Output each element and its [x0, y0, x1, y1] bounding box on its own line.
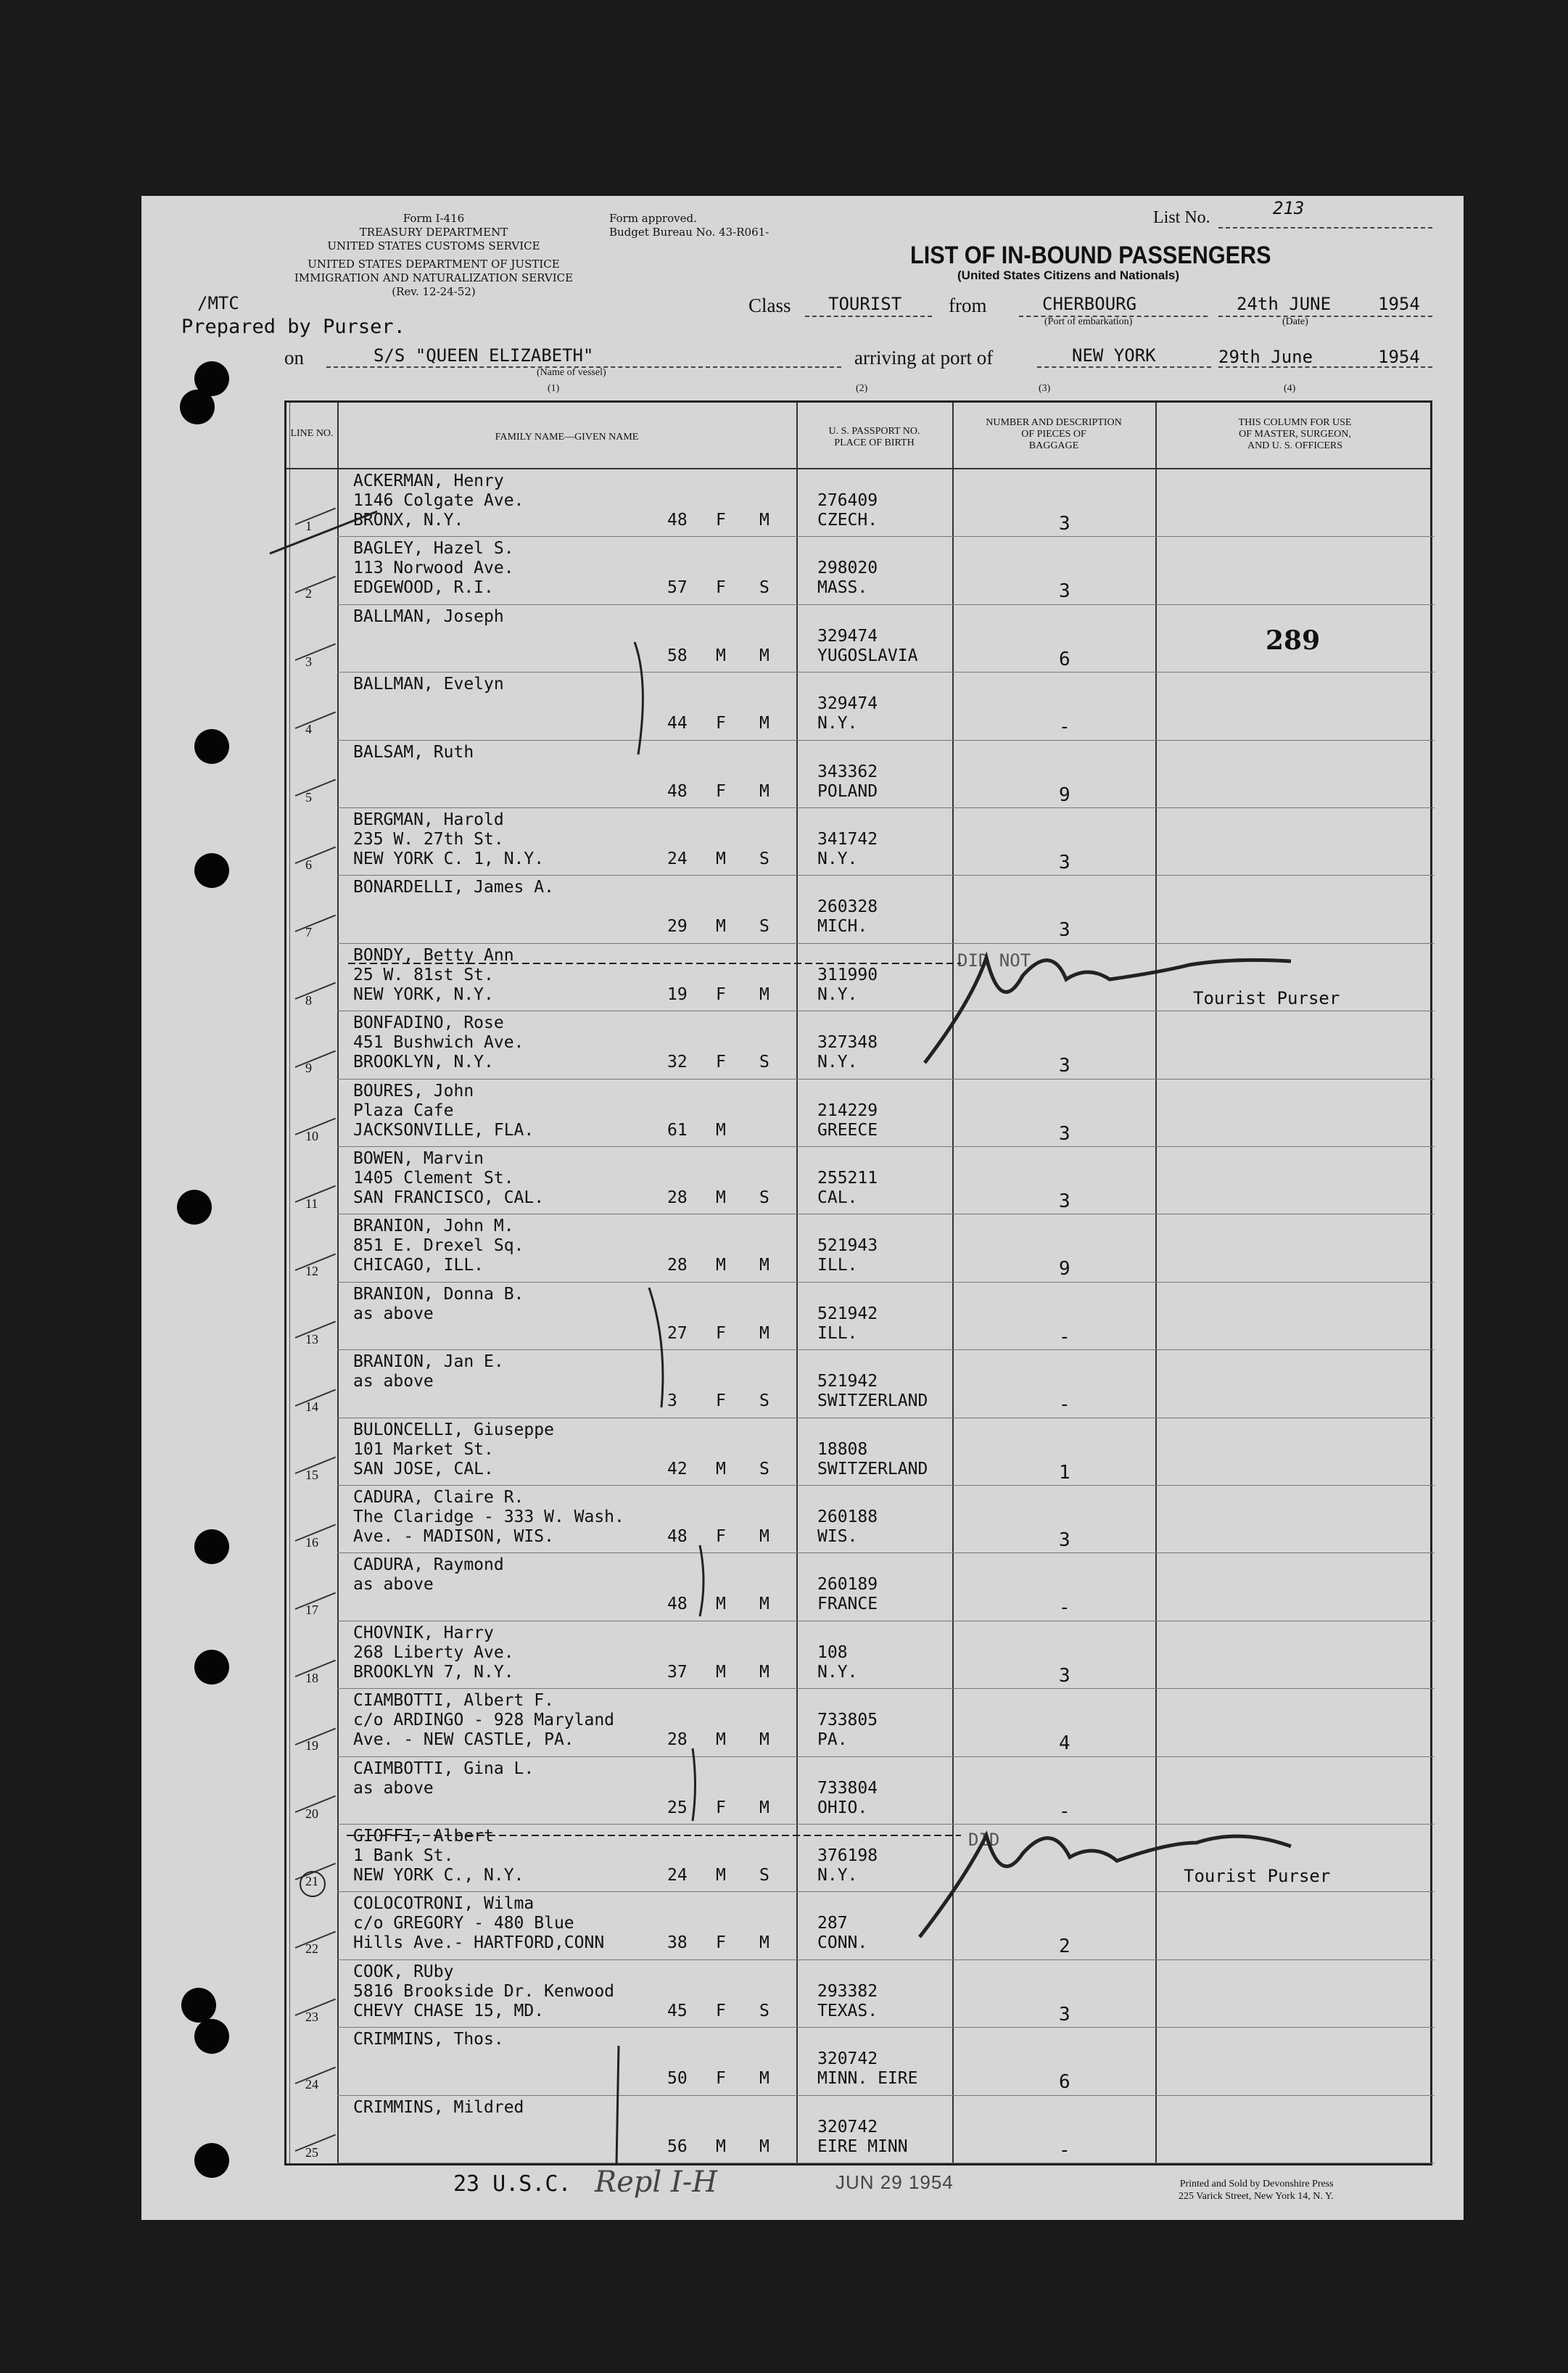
baggage-count: 3: [1059, 1529, 1070, 1551]
family-bracket: [700, 1545, 703, 1616]
place-of-birth: TEXAS.: [817, 2001, 878, 2020]
address-line-2: CHEVY CHASE 15, MD.: [353, 2001, 545, 2020]
sex: M: [716, 1120, 726, 1140]
list-no-label: List No.: [1153, 208, 1210, 227]
age: 24: [667, 1866, 688, 1885]
passport-number: 521942: [817, 1304, 878, 1323]
age: 48: [667, 1527, 688, 1546]
place-of-birth: WIS.: [817, 1527, 858, 1546]
baggage-count: 3: [1059, 1055, 1070, 1077]
header-officers-l2: OF MASTER, SURGEON,: [1239, 429, 1351, 440]
list-no-value: 213: [1273, 198, 1305, 218]
place-of-birth: N.Y.: [817, 984, 858, 1004]
form-number: Form I-416: [403, 212, 465, 225]
sex: F: [716, 1527, 726, 1546]
place-of-birth: EIRE MINN: [817, 2136, 908, 2156]
address-line-2: BROOKLYN 7, N.Y.: [353, 1662, 514, 1682]
column-caption-1: (1): [548, 383, 560, 394]
printer-line-2: 225 Varick Street, New York 14, N. Y.: [1179, 2191, 1334, 2202]
baggage-count: 6: [1059, 648, 1070, 670]
passport-number: 329474: [817, 626, 878, 646]
address-line-1: 268 Liberty Ave.: [353, 1642, 514, 1662]
passport-number: 327348: [817, 1033, 878, 1053]
arriving-label: arriving at port of: [854, 347, 994, 369]
passport-number: 320742: [817, 2117, 878, 2136]
age: 27: [667, 1323, 688, 1343]
address-line-2: Hills Ave.- HARTFORD,CONN: [353, 1933, 605, 1953]
class-value: TOURIST: [828, 294, 902, 314]
line-number: 6: [305, 858, 312, 872]
sex: F: [716, 781, 726, 801]
place-of-birth: ILL.: [817, 1256, 858, 1275]
column-caption-3: (3): [1039, 383, 1051, 394]
baggage-count: 1: [1059, 1461, 1070, 1484]
passport-number: 18808: [817, 1439, 868, 1459]
line-number: 20: [305, 1806, 318, 1821]
baggage-count: -: [1059, 2139, 1070, 2161]
header-officers-l1: THIS COLUMN FOR USE: [1238, 417, 1352, 428]
header-baggage-l3: BAGGAGE: [1028, 440, 1079, 451]
baggage-count: 3: [1059, 2003, 1070, 2026]
address-line-1: c/o GREGORY - 480 Blue: [353, 1914, 574, 1933]
marital-status: S: [759, 1391, 769, 1411]
passport-number: 255211: [817, 1169, 878, 1188]
baggage-count: 4: [1059, 1732, 1070, 1755]
age: 29: [667, 917, 688, 937]
address-line-1: 113 Norwood Ave.: [353, 559, 514, 578]
age: 19: [667, 984, 688, 1004]
passport-number: 260188: [817, 1508, 878, 1526]
line-number: 10: [305, 1128, 318, 1143]
passport-number: 521942: [817, 1372, 878, 1391]
place-of-birth: POLAND: [817, 781, 878, 801]
age: 61: [667, 1120, 688, 1140]
sex: F: [716, 1053, 726, 1072]
marital-status: M: [759, 1933, 769, 1953]
place-of-birth: N.Y.: [817, 1053, 858, 1072]
baggage-count: -: [1059, 1394, 1070, 1416]
did-not-stamp-row8: DID NOT: [957, 950, 1031, 971]
age: 28: [667, 1730, 688, 1750]
place-of-birth: N.Y.: [817, 1866, 858, 1885]
header-name-label: FAMILY NAME—GIVEN NAME: [495, 432, 639, 443]
address-line-1: 235 W. 27th St.: [353, 830, 504, 849]
line-number: 17: [305, 1603, 318, 1618]
age: 48: [667, 511, 688, 530]
sex: F: [716, 2069, 726, 2089]
header-passport-label: U. S. PASSPORT NO.: [828, 426, 920, 437]
printer-line-1: Printed and Sold by Devonshire Press: [1179, 2179, 1334, 2189]
form-title: LIST OF IN-BOUND PASSENGERS: [910, 242, 1271, 269]
marital-status: M: [759, 2136, 769, 2156]
address-line-1: as above: [353, 1575, 434, 1595]
place-of-birth: N.Y.: [817, 714, 858, 733]
circled-line-number: [300, 1872, 325, 1896]
address-line-1: as above: [353, 1778, 434, 1798]
line-number: 1: [305, 519, 312, 533]
sex: F: [716, 1933, 726, 1953]
passport-number: 293382: [817, 1981, 878, 2001]
arrival-year: 1954: [1378, 347, 1420, 367]
address-line-1: The Claridge - 333 W. Wash.: [353, 1508, 624, 1526]
address-line-1: as above: [353, 1372, 434, 1391]
marital-status: M: [759, 781, 769, 801]
line-number: 19: [305, 1738, 318, 1753]
passenger-name: CADURA, Raymond: [353, 1555, 504, 1575]
line-number: 12: [305, 1264, 318, 1279]
address-line-2: NEW YORK C. 1, N.Y.: [353, 850, 545, 868]
place-of-birth: SWITZERLAND: [817, 1459, 928, 1479]
passport-number: 287: [817, 1914, 848, 1933]
line-number: 9: [305, 1061, 312, 1076]
ins-service: IMMIGRATION AND NATURALIZATION SERVICE: [294, 271, 574, 284]
family-bracket: [693, 1748, 696, 1821]
address-line-1: 1146 Colgate Ave.: [353, 491, 524, 510]
age: 57: [667, 578, 688, 598]
marital-status: M: [759, 1323, 769, 1343]
revision-date: (Rev. 12-24-52): [392, 285, 476, 298]
line-number: 16: [305, 1535, 318, 1550]
marital-status: S: [759, 1053, 769, 1072]
form-subtitle: (United States Citizens and Nationals): [957, 268, 1180, 282]
passport-number: 329474: [817, 694, 878, 714]
sex: M: [716, 1459, 726, 1479]
address-line-1: c/o ARDINGO - 928 Maryland: [353, 1711, 615, 1730]
prepared-by: Prepared by Purser.: [181, 316, 405, 338]
marital-status: M: [759, 984, 769, 1004]
line-number: 8: [305, 992, 312, 1008]
marital-status: M: [759, 2069, 769, 2089]
baggage-count: 2: [1059, 1936, 1070, 1958]
passport-number: 276409: [817, 491, 878, 510]
passenger-name: BRANION, John M.: [353, 1217, 514, 1236]
passenger-name: CHOVNIK, Harry: [353, 1623, 494, 1642]
line-number: 13: [305, 1331, 318, 1346]
place-of-birth: PA.: [817, 1730, 848, 1750]
place-of-birth: GREECE: [817, 1120, 878, 1140]
arrival-port: NEW YORK: [1072, 345, 1156, 366]
purser-signature-row8: [925, 958, 1291, 1063]
marital-status: S: [759, 850, 769, 868]
line-number: 24: [305, 2077, 318, 2092]
handwritten-footer-note: Repl I-H: [595, 2166, 718, 2199]
marital-status: S: [759, 1866, 769, 1885]
passenger-name: CIAMBOTTI, Albert F.: [353, 1691, 554, 1711]
sex: M: [716, 917, 726, 937]
sex: M: [716, 1866, 726, 1885]
column-caption-2: (2): [856, 383, 868, 394]
vessel-caption: (Name of vessel): [537, 367, 606, 378]
class-label: Class: [748, 295, 791, 316]
passenger-name: BALLMAN, Evelyn: [353, 675, 504, 694]
on-label: on: [284, 347, 304, 369]
sex: F: [716, 984, 726, 1004]
sex: F: [716, 578, 726, 598]
baggage-count: -: [1059, 1800, 1070, 1822]
place-of-birth: N.Y.: [817, 1662, 858, 1682]
marital-status: S: [759, 578, 769, 598]
place-of-birth: YUGOSLAVIA: [817, 646, 918, 665]
passport-number: 521943: [817, 1236, 878, 1256]
place-of-birth: FRANCE: [817, 1595, 878, 1614]
baggage-count: 3: [1059, 852, 1070, 873]
header-baggage-l1: NUMBER AND DESCRIPTION: [986, 417, 1122, 428]
marital-status: M: [759, 1256, 769, 1275]
did-stamp-row21: DID: [968, 1830, 1000, 1850]
departure-year: 1954: [1378, 294, 1420, 314]
sex: M: [716, 646, 726, 665]
age: 48: [667, 781, 688, 801]
baggage-count: 3: [1059, 919, 1070, 942]
passenger-name: CRIMMINS, Mildred: [353, 2097, 524, 2117]
sex: M: [716, 1662, 726, 1682]
address-line-2: BRONX, N.Y.: [353, 511, 464, 530]
line-number: 25: [305, 2144, 318, 2160]
marital-status: S: [759, 2001, 769, 2020]
place-of-birth: N.Y.: [817, 850, 858, 868]
passenger-name: COLOCOTRONI, Wilma: [353, 1894, 535, 1914]
passenger-name: BONFADINO, Rose: [353, 1013, 504, 1033]
arrival-date: 29th June: [1218, 347, 1313, 367]
place-of-birth: OHIO.: [817, 1798, 868, 1817]
passenger-name: COOK, RUby: [353, 1962, 454, 1981]
sex: F: [716, 1798, 726, 1817]
address-line-2: Ave. - NEW CASTLE, PA.: [353, 1730, 574, 1750]
date-caption: (Date): [1282, 316, 1308, 327]
marital-status: S: [759, 1459, 769, 1479]
passenger-name: BONDY, Betty Ann: [353, 945, 514, 965]
place-of-birth: MINN. EIRE: [817, 2069, 918, 2089]
address-line-1: 1 Bank St.: [353, 1846, 454, 1865]
address-line-1: 1405 Clement St.: [353, 1169, 514, 1188]
passport-number: 260328: [817, 897, 878, 917]
sex: F: [716, 2001, 726, 2020]
purser-signature-row21: [920, 1835, 1291, 1937]
baggage-count: 9: [1059, 1258, 1070, 1280]
age: 28: [667, 1188, 688, 1207]
baggage-count: 3: [1059, 1122, 1070, 1145]
marital-status: S: [759, 1188, 769, 1207]
sex: F: [716, 1323, 726, 1343]
marital-status: M: [759, 1798, 769, 1817]
family-bracket: [649, 1288, 663, 1407]
passport-number: 733804: [817, 1778, 878, 1798]
age: 56: [667, 2136, 688, 2156]
header-officers-l3: AND U. S. OFFICERS: [1247, 440, 1343, 451]
header-baggage-l2: OF PIECES OF: [1021, 429, 1086, 440]
family-bracket: [635, 642, 643, 754]
marital-status: M: [759, 1662, 769, 1682]
passport-number: 733805: [817, 1711, 878, 1730]
column-caption-4: (4): [1284, 383, 1296, 394]
line-number: 15: [305, 1467, 318, 1482]
address-line-1: 451 Bushwich Ave.: [353, 1033, 524, 1053]
vessel-name: S/S "QUEEN ELIZABETH": [374, 345, 594, 366]
marital-status: M: [759, 1730, 769, 1750]
sex: F: [716, 511, 726, 530]
passenger-name: BAGLEY, Hazel S.: [353, 539, 514, 559]
place-of-birth: CONN.: [817, 1933, 868, 1953]
sex: M: [716, 1256, 726, 1275]
address-line-2: NEW YORK C., N.Y.: [353, 1866, 524, 1885]
departure-date: 24th JUNE: [1237, 294, 1332, 314]
passenger-name: BONARDELLI, James A.: [353, 878, 554, 897]
line-number: 14: [305, 1399, 318, 1415]
header-birthplace-label: PLACE OF BIRTH: [834, 437, 915, 448]
age: 28: [667, 1256, 688, 1275]
address-line-1: 5816 Brookside Dr. Kenwood: [353, 1981, 615, 2001]
address-line-2: SAN JOSE, CAL.: [353, 1459, 494, 1479]
sex: M: [716, 1595, 726, 1614]
passport-number: 376198: [817, 1846, 878, 1865]
sex: F: [716, 714, 726, 733]
from-port: CHERBOURG: [1042, 294, 1137, 314]
address-line-1: as above: [353, 1304, 434, 1323]
baggage-count: 3: [1059, 580, 1070, 603]
passenger-name: CADURA, Claire R.: [353, 1488, 524, 1507]
passenger-name: BRANION, Donna B.: [353, 1284, 524, 1304]
address-line-1: Plaza Cafe: [353, 1101, 454, 1120]
passenger-name: BULONCELLI, Giuseppe: [353, 1420, 554, 1439]
line-number: 18: [305, 1670, 318, 1685]
passport-number: 343362: [817, 762, 878, 781]
place-of-birth: CAL.: [817, 1188, 858, 1207]
address-line-2: CHICAGO, ILL.: [353, 1256, 484, 1275]
passenger-name: BOWEN, Marvin: [353, 1149, 484, 1168]
family-bracket: [616, 2046, 619, 2166]
passport-number: 311990: [817, 965, 878, 984]
address-line-1: 101 Market St.: [353, 1439, 494, 1459]
prefix-code: /MTC: [197, 293, 239, 313]
address-line-2: EDGEWOOD, R.I.: [353, 578, 494, 598]
passenger-name: CAIMBOTTI, Gina L.: [353, 1759, 535, 1778]
passport-number: 298020: [817, 559, 878, 578]
age: 44: [667, 714, 688, 733]
line-number: 23: [305, 2009, 318, 2024]
baggage-count: -: [1059, 716, 1070, 739]
place-of-birth: SWITZERLAND: [817, 1391, 928, 1411]
passport-number: 341742: [817, 830, 878, 849]
marital-status: M: [759, 1527, 769, 1546]
tourist-purser-row21: Tourist Purser: [1184, 1866, 1331, 1886]
passenger-name: ACKERMAN, Henry: [353, 472, 504, 490]
marital-status: M: [759, 511, 769, 530]
place-of-birth: MICH.: [817, 917, 868, 937]
line-number: 4: [305, 722, 312, 737]
address-line-2: NEW YORK, N.Y.: [353, 984, 494, 1004]
marital-status: M: [759, 1595, 769, 1614]
sex: M: [716, 1730, 726, 1750]
age: 32: [667, 1053, 688, 1072]
line-number: 21: [305, 1874, 318, 1888]
baggage-count: 3: [1059, 1190, 1070, 1212]
treasury-dept: TREASURY DEPARTMENT: [359, 226, 508, 239]
age: 24: [667, 850, 688, 868]
age: 25: [667, 1798, 688, 1817]
baggage-count: 3: [1059, 1664, 1070, 1687]
baggage-count: -: [1059, 1325, 1070, 1348]
baggage-count: 9: [1059, 784, 1070, 806]
passenger-name: BOURES, John: [353, 1081, 474, 1101]
age: 37: [667, 1662, 688, 1682]
sex: F: [716, 1391, 726, 1411]
justice-dept: UNITED STATES DEPARTMENT OF JUSTICE: [308, 258, 560, 271]
age: 3: [667, 1391, 677, 1411]
place-of-birth: CZECH.: [817, 511, 878, 530]
budget-bureau-no: Budget Bureau No. 43-R061-: [609, 226, 769, 239]
officer-note: 289: [1266, 625, 1321, 656]
address-line-2: JACKSONVILLE, FLA.: [353, 1120, 535, 1140]
sex: M: [716, 850, 726, 868]
age: 48: [667, 1595, 688, 1614]
tourist-purser-row8: Tourist Purser: [1193, 988, 1340, 1008]
line-number: 11: [305, 1196, 318, 1211]
line-number: 2: [305, 586, 312, 601]
line-number: 5: [305, 789, 312, 805]
place-of-birth: MASS.: [817, 578, 868, 598]
address-line-2: SAN FRANCISCO, CAL.: [353, 1188, 545, 1207]
marital-status: M: [759, 714, 769, 733]
passport-number: 320742: [817, 2049, 878, 2069]
footer-code: 23 U.S.C.: [453, 2171, 572, 2197]
address-line-2: Ave. - MADISON, WIS.: [353, 1527, 554, 1546]
sex: M: [716, 1188, 726, 1207]
baggage-count: -: [1059, 1597, 1070, 1619]
passenger-name: GIOFFI, Albert: [353, 1827, 494, 1846]
passport-number: 214229: [817, 1101, 878, 1120]
place-of-birth: ILL.: [817, 1323, 858, 1343]
passenger-name: BERGMAN, Harold: [353, 810, 504, 829]
age: 50: [667, 2069, 688, 2089]
baggage-count: 6: [1059, 2071, 1070, 2094]
passenger-name: CRIMMINS, Thos.: [353, 2030, 504, 2049]
age: 42: [667, 1459, 688, 1479]
address-line-1: 851 E. Drexel Sq.: [353, 1236, 524, 1256]
passenger-name: BALLMAN, Joseph: [353, 606, 504, 626]
marital-status: M: [759, 646, 769, 665]
passenger-name: BRANION, Jan E.: [353, 1352, 504, 1372]
passport-number: 260189: [817, 1575, 878, 1595]
port-embarkation-caption: (Port of embarkation): [1044, 316, 1133, 327]
line-number: 22: [305, 1941, 318, 1957]
from-label: from: [949, 295, 987, 316]
customs-service: UNITED STATES CUSTOMS SERVICE: [327, 239, 540, 252]
sex: M: [716, 2136, 726, 2156]
header-line-no-label: LINE NO.: [290, 428, 334, 439]
passenger-name: BALSAM, Ruth: [353, 742, 474, 762]
check-mark: [270, 511, 377, 554]
line-number: 3: [305, 654, 312, 669]
age: 38: [667, 1933, 688, 1953]
baggage-count: 3: [1059, 513, 1070, 535]
form-approved: Form approved.: [609, 212, 697, 225]
age: 45: [667, 2001, 688, 2020]
date-stamp: JUN 29 1954: [835, 2171, 954, 2193]
marital-status: S: [759, 917, 769, 937]
address-line-2: BROOKLYN, N.Y.: [353, 1053, 494, 1072]
address-line-1: 25 W. 81st St.: [353, 965, 494, 984]
passport-number: 108: [817, 1642, 848, 1662]
line-number: 7: [305, 925, 312, 940]
age: 58: [667, 646, 688, 665]
